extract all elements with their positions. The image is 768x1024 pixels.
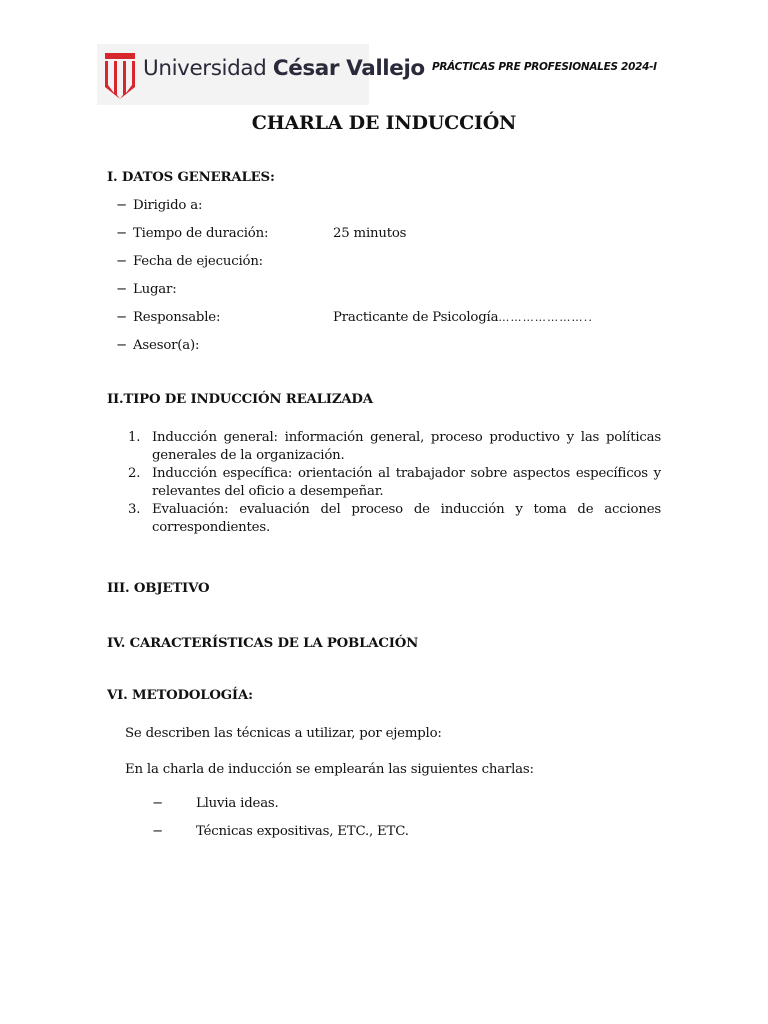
dash-bullet: − [116, 310, 127, 325]
induction-type-list [128, 429, 661, 537]
section-heading-metodologia: VI. METODOLOGÍA: [107, 688, 253, 703]
university-logo [97, 44, 425, 105]
row-value: 25 minutos [333, 226, 407, 241]
item-number: 3. [128, 502, 141, 517]
list-item [128, 465, 661, 501]
row-label: Asesor(a): [133, 338, 200, 353]
dash-bullet: − [116, 282, 127, 297]
dash-bullet: − [116, 254, 127, 269]
item-text: Lluvia ideas. [196, 796, 279, 811]
university-shield-icon [105, 53, 135, 99]
row-label: Tiempo de duración: [133, 226, 269, 241]
row-label: Lugar: [133, 282, 177, 297]
item-text: Técnicas expositivas, ETC., ETC. [196, 824, 409, 839]
row-label: Responsable: [133, 310, 221, 325]
item-line: correspondientes. [152, 520, 270, 535]
program-label: PRÁCTICAS PRE PROFESIONALES 2024-I [432, 61, 657, 73]
document-title: CHARLA DE INDUCCIÓN [251, 112, 517, 134]
dash-bullet: − [152, 796, 163, 811]
dash-bullet: − [152, 824, 163, 839]
item-line: Evaluación: evaluación del proceso de inducción y toma de acciones [152, 502, 661, 517]
item-line: generales de la organización. [152, 448, 345, 463]
section-heading-tipo-induccion: II.TIPO DE INDUCCIÓN REALIZADA [107, 392, 373, 407]
item-line: Inducción específica: orientación al trabajador sobre aspectos específicos y [152, 466, 661, 481]
university-name: Universidad César Vallejo [143, 56, 425, 81]
list-item [128, 429, 661, 465]
item-line: Inducción general: información general, proceso productivo y las políticas [152, 430, 661, 445]
section-heading-caracteristicas: IV. CARACTERÍSTICAS DE LA POBLACIÓN [107, 636, 419, 651]
list-item [128, 501, 661, 537]
row-value: Practicante de Psicología………………….. [333, 310, 594, 325]
item-line: relevantes del oficio a desempeñar. [152, 484, 384, 499]
item-number: 2. [128, 466, 141, 481]
dash-bullet: − [116, 226, 127, 241]
methodology-intro: En la charla de inducción se emplearán las siguientes charlas: [125, 762, 534, 777]
section-heading-datos-generales: I. DATOS GENERALES: [107, 170, 275, 185]
item-number: 1. [128, 430, 141, 445]
row-label: Dirigido a: [133, 198, 203, 213]
dash-bullet: − [116, 198, 127, 213]
dash-bullet: − [116, 338, 127, 353]
row-label: Fecha de ejecución: [133, 254, 263, 269]
fill-dots: ………………….. [498, 311, 594, 324]
section-heading-objetivo: III. OBJETIVO [107, 581, 210, 596]
methodology-intro: Se describen las técnicas a utilizar, por ejemplo: [125, 726, 442, 741]
